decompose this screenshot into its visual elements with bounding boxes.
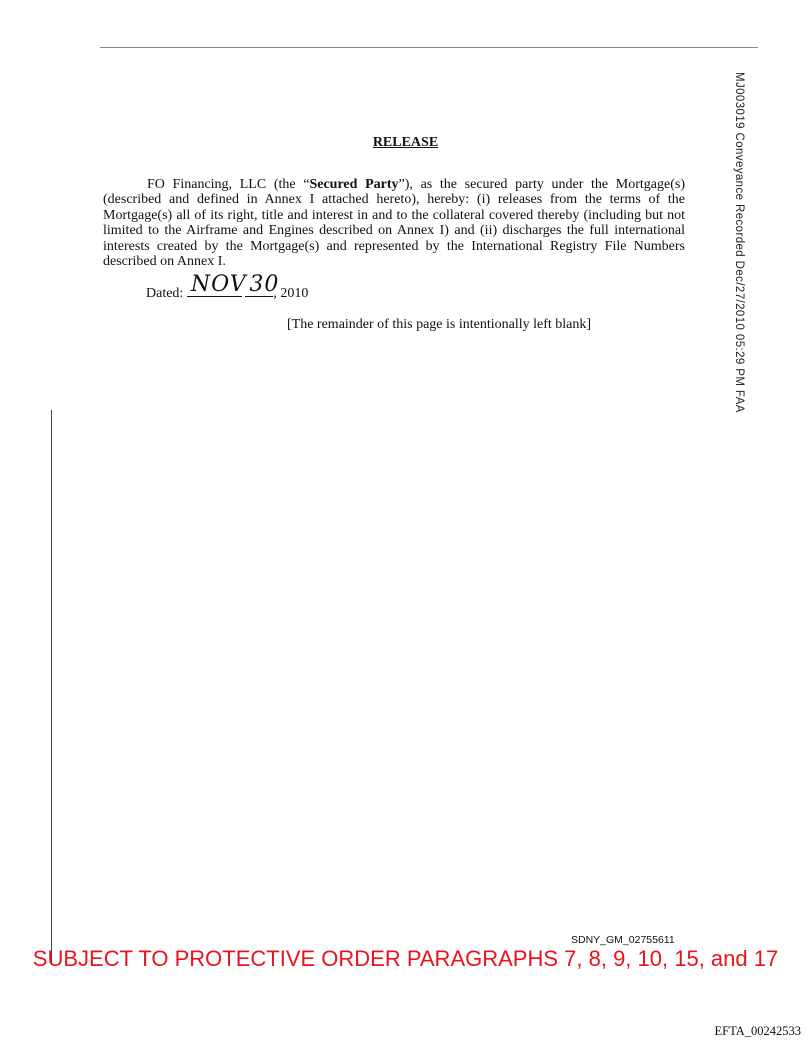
body-text-rest: ”), as the secured party under the Mortgage(s) (described and defined in Annex I attached hereto), hereby: (i) releases from the terms of the Mortgage(s) all of its right, title and interest in and to the collateral covered thereby (including but not limited to the Airframe and Engines described on Annex I) and (ii) discharges the full international interests created by the Mortgage(s) and represented by the International Registry File Numbers described on Annex I. xyxy=(103,177,686,270)
intentionally-blank-note: [The remainder of this page is intentionally left blank] xyxy=(287,317,592,332)
dated-line xyxy=(146,272,309,302)
document-title: RELEASE xyxy=(372,135,439,150)
month-blank xyxy=(187,272,247,297)
top-rule xyxy=(100,47,758,48)
handwritten-day: 30 xyxy=(249,272,280,297)
handwritten-month: NOV xyxy=(190,272,247,297)
bates-number: SDNY_GM_02755611 xyxy=(571,934,675,946)
body-text-start: FO Financing, LLC (the “ xyxy=(147,177,310,192)
secured-party-term: Secured Party xyxy=(309,177,399,192)
faa-recording-stamp: MJ003019 Conveyance Recorded Dec/27/2010 05:29 PM FAA xyxy=(733,72,745,413)
dated-label: Dated: xyxy=(146,286,184,301)
efta-number: EFTA_00242533 xyxy=(714,1024,801,1038)
day-blank xyxy=(245,272,280,297)
dated-year: , 2010 xyxy=(273,286,309,301)
protective-order-banner: SUBJECT TO PROTECTIVE ORDER PARAGRAPHS 7, 8, 9, 10, 15, and 17 xyxy=(32,946,779,971)
release-paragraph xyxy=(103,177,685,269)
left-margin-rule xyxy=(51,410,52,965)
